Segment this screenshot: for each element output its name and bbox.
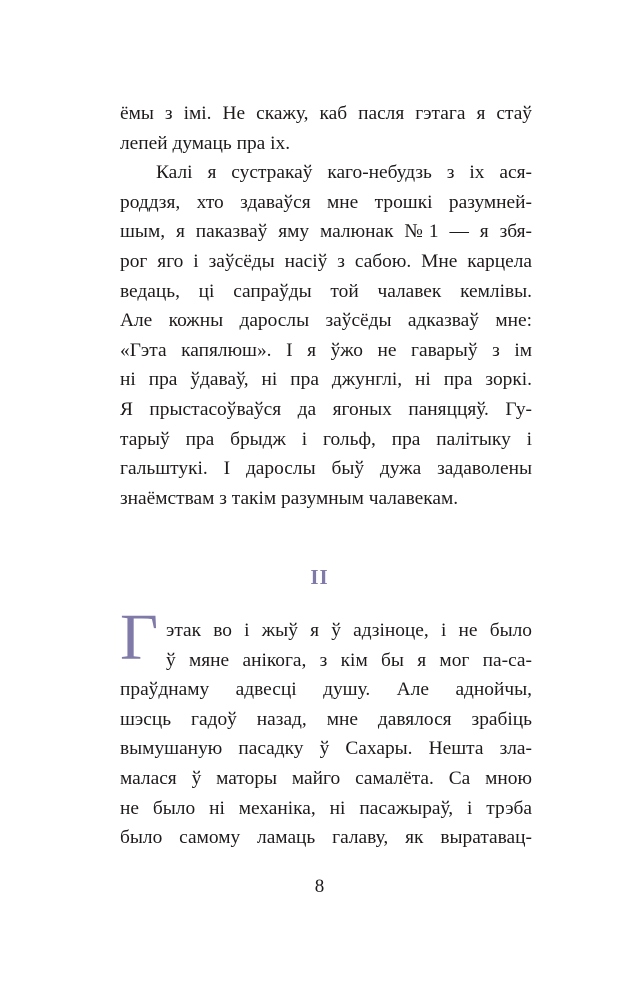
page-number: 8: [314, 876, 325, 897]
text-line: Але кожны дарослы заўсёды адказваў мне:: [120, 310, 532, 332]
text-line: шэсць гадоў назад, мне давялося зрабіць: [120, 708, 532, 730]
text-line: ведаць, ці сапраўды той чалавек кемлівы.: [120, 280, 532, 302]
text-line: роддзя, хто здаваўся мне трошкі разумней-: [120, 191, 532, 213]
text-line: лепей думаць пра іх.: [120, 132, 291, 154]
text-line: Я прыстасоўваўся да ягоных паняццяў. Гу-: [120, 398, 532, 420]
text-line: гальштукі. І дарослы быў дужа задаволены: [120, 458, 532, 480]
text-block-intro: [120, 99, 532, 513]
text-block-chapter: [120, 616, 532, 853]
text-line: праўднаму адвесці душу. Але аднойчы,: [120, 679, 532, 701]
text-line: ні пра ўдаваў, ні пра джунглі, ні пра зоркі.: [120, 369, 532, 391]
text-line: этак во і жыў я ў адзіноце, і не было: [166, 620, 532, 641]
text-line: рог яго і заўсёды насіў з сабою. Мне карцела: [120, 250, 532, 272]
text-line: вымушаную пасадку ў Сахары. Нешта зла-: [120, 738, 532, 760]
drop-cap: Г: [120, 601, 159, 674]
text-line: знаёмствам з такім разумным чалавекам.: [120, 487, 459, 509]
text-line: Калі я сустракаў каго-небудзь з іх ася-: [156, 162, 532, 184]
text-line: тарыў пра брыдж і гольф, пра палітыку і: [120, 428, 532, 450]
text-line: «Гэта капялюш». І я ўжо не гаварыў з ім: [120, 339, 532, 361]
chapter-heading: II: [310, 565, 329, 589]
text-line: было самому ламаць галаву, як выратавац-: [120, 827, 532, 849]
text-line: шым, я паказваў яму малюнак №1 — я збя-: [120, 221, 532, 243]
text-line: малася ў маторы майго самалёта. Са мною: [120, 767, 532, 789]
text-line: ў мяне анікога, з кім бы я мог па-са-: [166, 649, 532, 671]
text-line: ёмы з імі. Не скажу, каб пасля гэтага я стаў: [120, 103, 532, 124]
text-line: не было ні механіка, ні пасажыраў, і трэба: [120, 797, 532, 819]
